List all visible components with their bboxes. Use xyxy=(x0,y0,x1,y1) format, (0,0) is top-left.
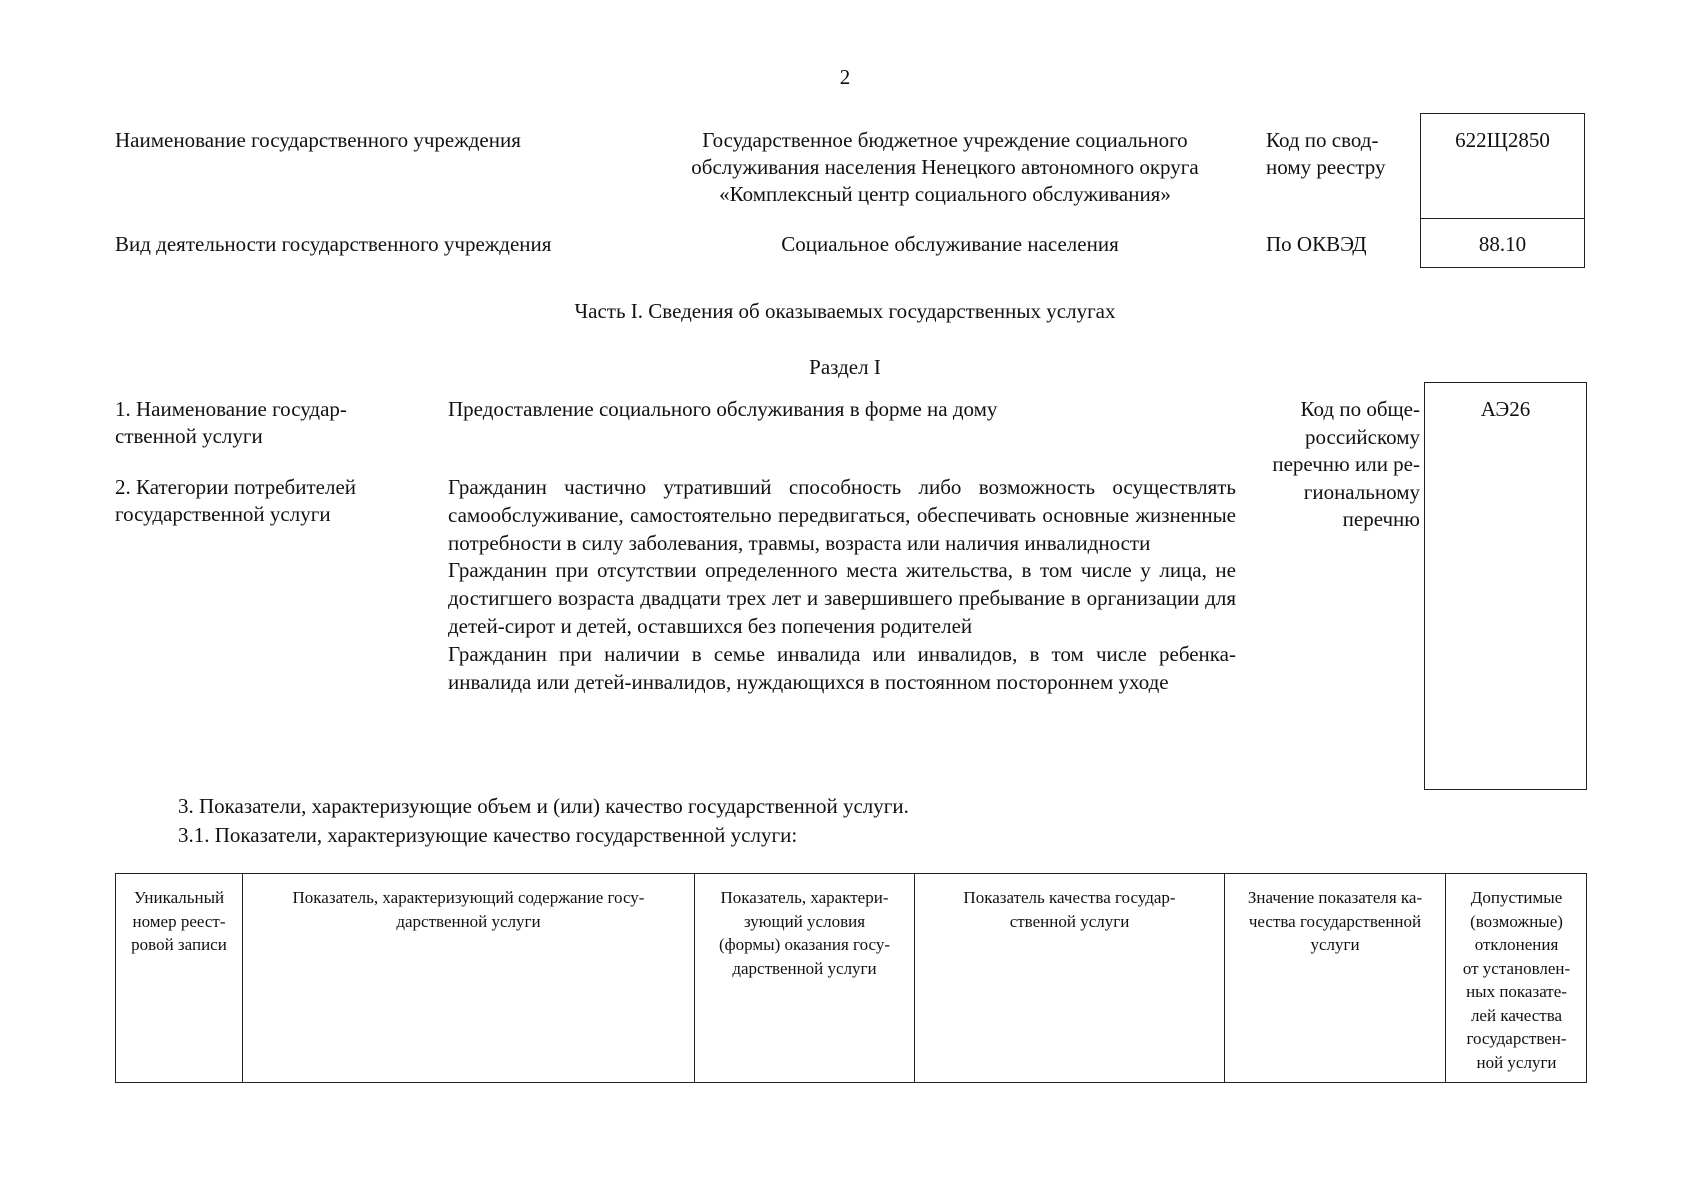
header-line: ровой записи xyxy=(131,935,227,954)
header-line: дарственной услуги xyxy=(732,958,877,978)
header-line: лей качества xyxy=(1470,1005,1563,1025)
header-line: (формы) оказания госу- xyxy=(718,935,891,954)
header-line: государствен- xyxy=(1466,1029,1567,1048)
column-divider xyxy=(694,873,695,1083)
section-title: Раздел I xyxy=(809,355,881,379)
header-line: Показатель качества государ- xyxy=(963,888,1176,907)
table-header-cell xyxy=(118,886,240,957)
service-name-label-line: ственной услуги xyxy=(115,424,263,448)
column-divider xyxy=(1445,873,1446,1083)
table-header-cell xyxy=(697,886,912,980)
categories-list xyxy=(448,474,1236,696)
column-divider xyxy=(242,873,243,1083)
table-header-cell xyxy=(1227,886,1443,957)
header-line: ной услуги xyxy=(1476,1052,1557,1072)
table-header-cell xyxy=(917,886,1222,933)
quality-heading: 3.1. Показатели, характеризующие качество государственной услуги: xyxy=(178,823,798,847)
list-code-label-line: перечню или ре- xyxy=(1272,452,1420,476)
categories-label-line: 2. Категории потребителей xyxy=(115,475,356,499)
okved-value: 88.10 xyxy=(1478,232,1527,256)
registry-code-label-line: ному реестру xyxy=(1266,155,1386,179)
okved-label: По ОКВЭД xyxy=(1266,232,1367,256)
category-item: Гражданин при наличии в семье инвалида или инвалидов, в том числе ребенка-инвалида или детей-инвалидов, нуждающихся в постоянном постороннем уходе xyxy=(448,641,1236,694)
institution-name-line: Государственное бюджетное учреждение социального xyxy=(702,128,1188,152)
part-title: Часть I. Сведения об оказываемых государственных услугах xyxy=(574,299,1116,323)
registry-code-value: 622Щ2850 xyxy=(1455,128,1550,152)
service-name-value: Предоставление социального обслуживания в форме на дому xyxy=(448,397,998,421)
institution-name-line: обслуживания населения Ненецкого автономного округа xyxy=(691,155,1199,179)
table-header-cell xyxy=(245,886,692,933)
category-item: Гражданин при отсутствии определенного места жительства, в том числе у лица, не достигшего возраста двадцати трех лет и завершившего пребывание в организации для детей-сирот и детей, оставшихся без попечения родителей xyxy=(448,558,1236,638)
header-line: ных показате- xyxy=(1466,982,1567,1001)
header-line: Допустимые xyxy=(1470,888,1563,907)
code-box-divider xyxy=(1420,218,1585,219)
category-item: Гражданин частично утративший способность либо возможность осуществлять самообслуживание, самостоятельно передвигаться, обеспечивать основные жизненные потребности в силу заболевания, травмы, возраста или наличия инвалидности xyxy=(448,475,1236,555)
column-divider xyxy=(1224,873,1225,1083)
categories-label-line: государственной услуги xyxy=(115,502,331,526)
registry-code-label-line: Код по свод- xyxy=(1266,128,1379,152)
list-code-label xyxy=(1235,396,1420,534)
header-line: Показатель, характери- xyxy=(720,888,889,907)
header-line: чества государственной xyxy=(1248,911,1422,931)
categories-label xyxy=(115,474,445,528)
activity-label: Вид деятельности государственного учреждения xyxy=(115,232,552,256)
header-line: зующий условия xyxy=(743,911,866,931)
header-line: Уникальный xyxy=(133,888,225,907)
column-divider xyxy=(914,873,915,1083)
header-line: (возможные) xyxy=(1470,911,1563,931)
institution-label: Наименование государственного учреждения xyxy=(115,128,521,152)
list-code-box xyxy=(1424,382,1587,790)
indicators-heading: 3. Показатели, характеризующие объем и (или) качество государственной услуги. xyxy=(178,794,909,818)
registry-code-label xyxy=(1266,127,1416,181)
header-line: услуги xyxy=(1310,935,1360,954)
activity-value: Социальное обслуживание населения xyxy=(781,232,1119,256)
header-line: номер реест- xyxy=(132,911,226,931)
header-line: отклонения xyxy=(1474,935,1559,954)
institution-name-line: «Комплексный центр социального обслуживания» xyxy=(719,182,1171,206)
page-number: 2 xyxy=(839,65,851,89)
service-name-label xyxy=(115,396,415,450)
list-code-label-line: российскому xyxy=(1305,424,1420,449)
table-header-cell xyxy=(1448,886,1585,1074)
header-line: Значение показателя ка- xyxy=(1247,888,1423,907)
list-code-label-line: гиональному xyxy=(1303,479,1420,504)
list-code-value: АЭ26 xyxy=(1480,397,1531,421)
header-line: Показатель, характеризующий содержание госу- xyxy=(292,888,645,907)
service-name-label-line: 1. Наименование государ- xyxy=(115,397,347,421)
institution-name xyxy=(640,127,1250,208)
header-line: дарственной услуги xyxy=(396,911,541,931)
header-line: ственной услуги xyxy=(1009,911,1130,931)
list-code-label-line: перечню xyxy=(1342,507,1420,531)
header-line: от установлен- xyxy=(1462,958,1571,978)
list-code-label-line: Код по обще- xyxy=(1300,397,1420,421)
